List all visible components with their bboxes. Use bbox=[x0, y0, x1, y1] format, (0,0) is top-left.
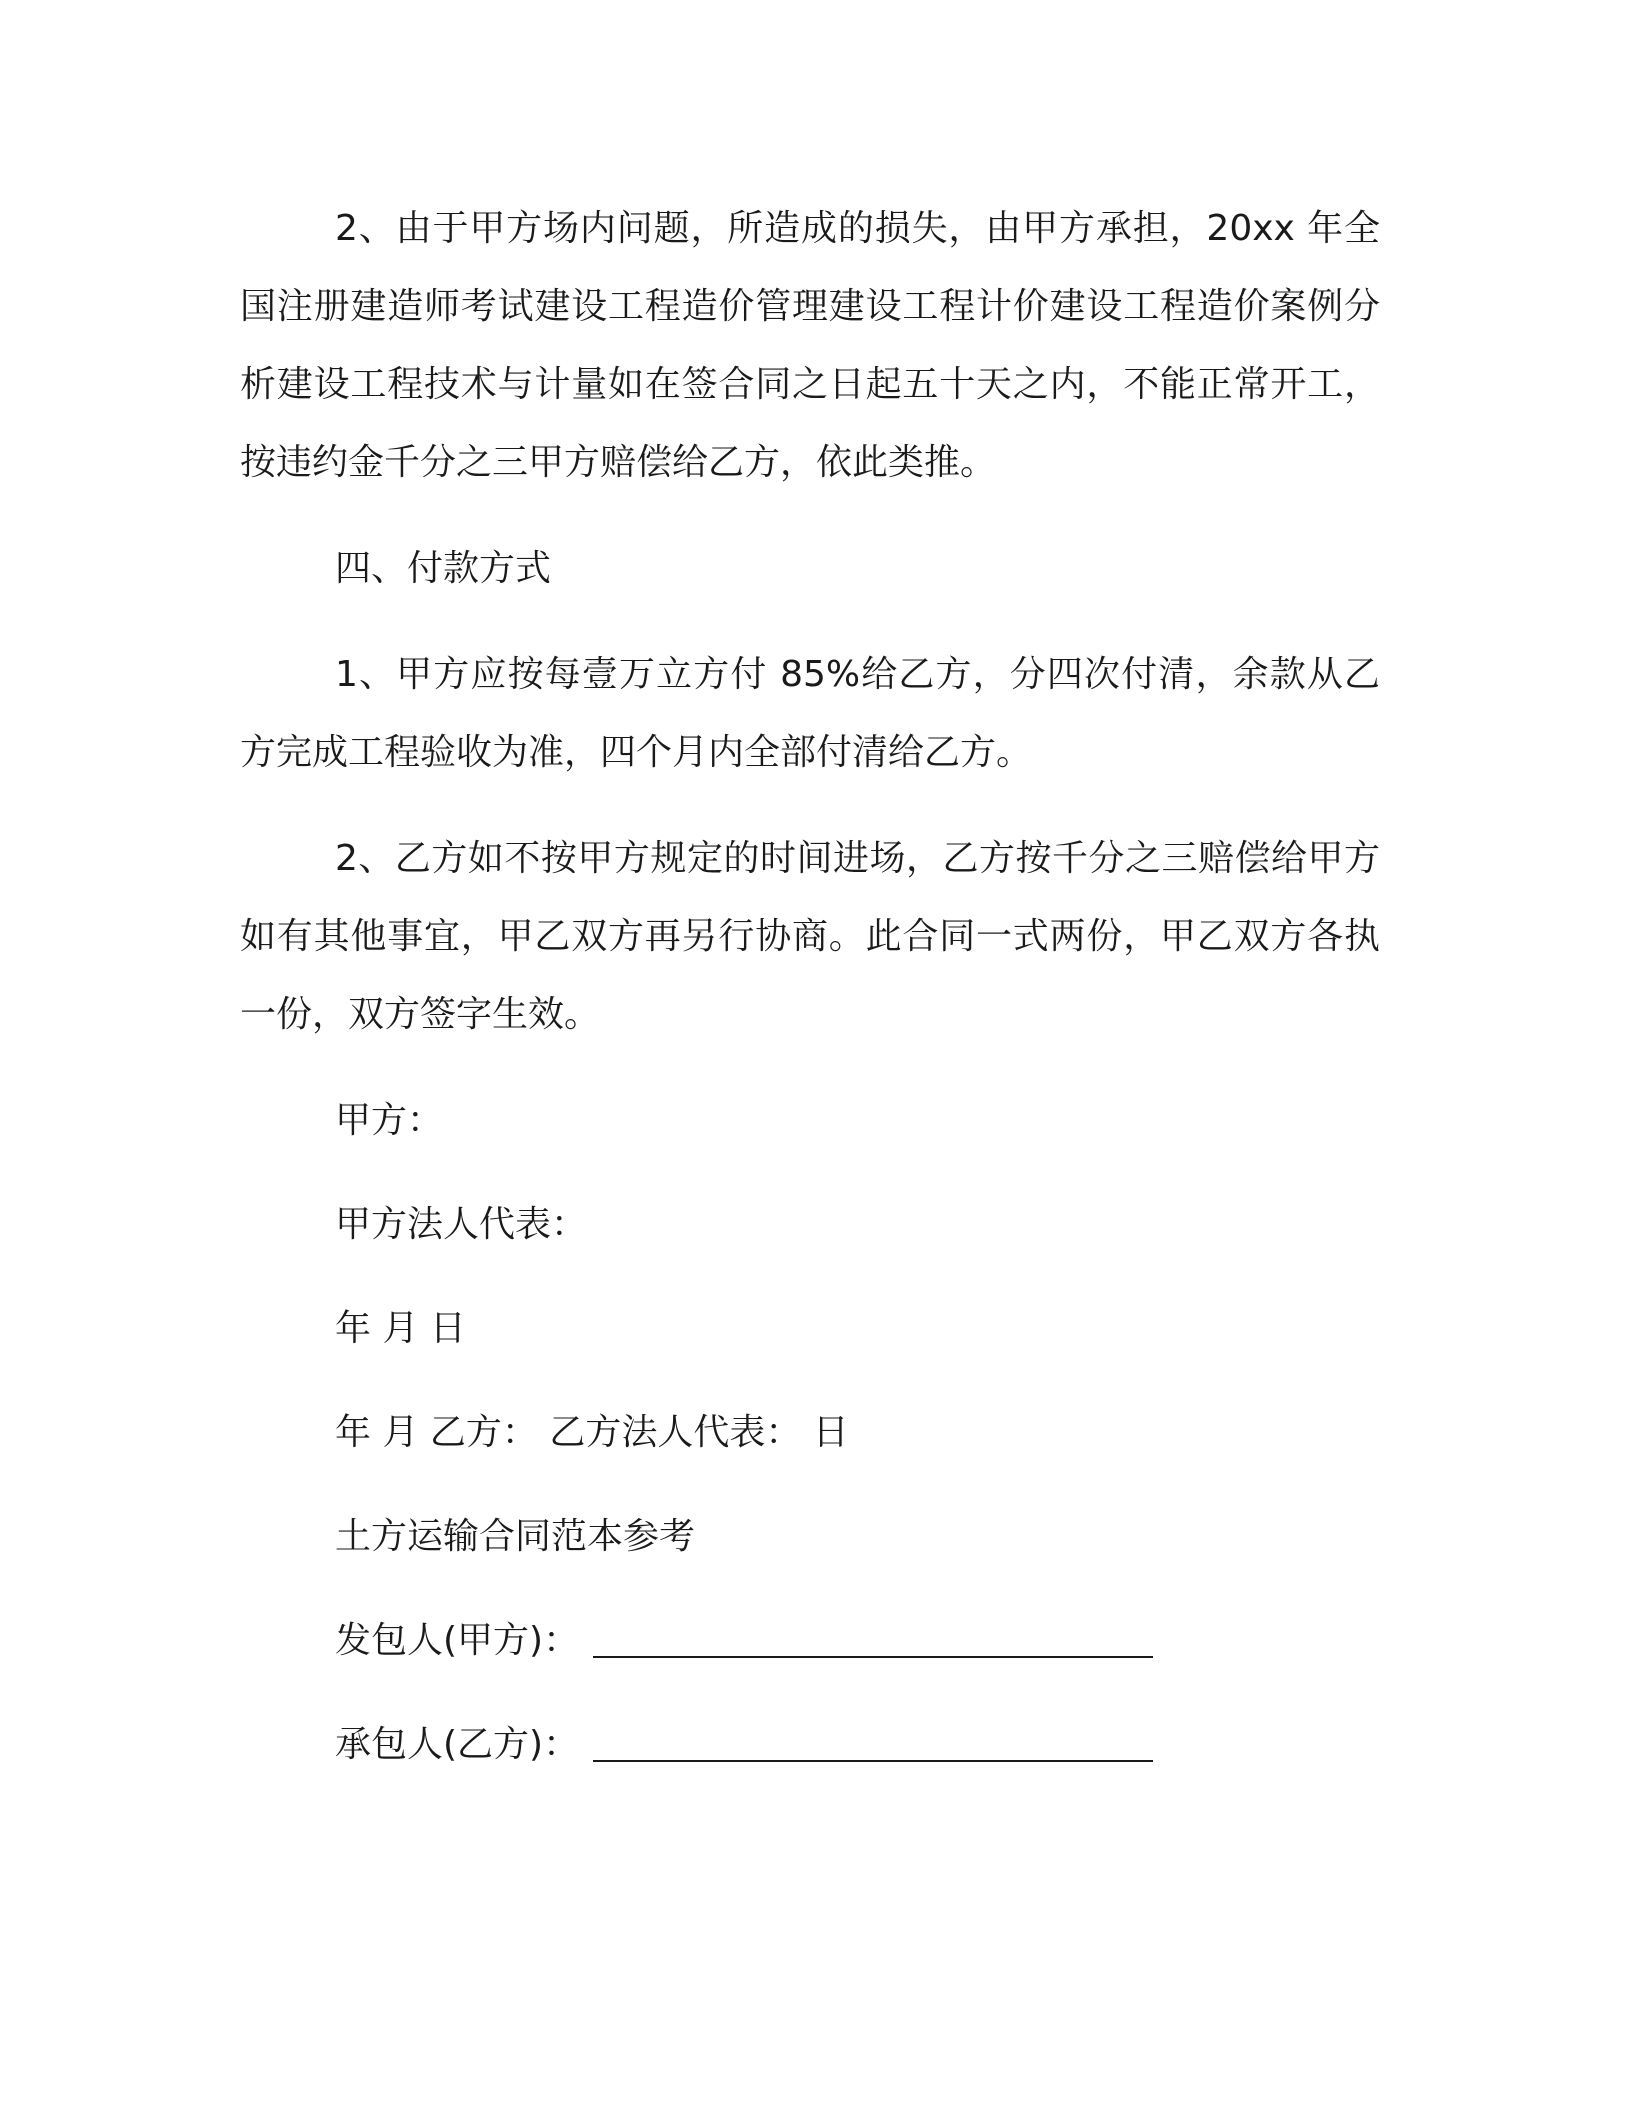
employer-blank-line bbox=[593, 1616, 1153, 1658]
party-b-date-line: 年 月 乙方： 乙方法人代表： 日 bbox=[335, 1412, 849, 1453]
clause-1-payment-terms: 1、甲方应按每壹万立方付 85%给乙方，分四次付清，余款从乙方完成工程验收为准，四个月内全部付清给乙方。 bbox=[240, 654, 1380, 773]
party-a-label: 甲方： bbox=[335, 1100, 444, 1141]
party-a-legal-rep-label: 甲方法人代表： bbox=[335, 1204, 588, 1245]
contractor-label: 承包人(乙方)： bbox=[335, 1724, 580, 1765]
template-title: 土方运输合同范本参考 bbox=[335, 1516, 696, 1557]
clause-2-delay-compensation: 2、由于甲方场内问题，所造成的损失，由甲方承担，20xx 年全国注册建造师考试建设工程造价管理建设工程计价建设工程造价案例分析建设工程技术与计量如在签合同之日起五十天之内，不能正常开工，按违约金千分之三甲方赔偿给乙方，依此类推。 bbox=[240, 208, 1380, 483]
employer-signature-field bbox=[240, 1602, 1380, 1680]
section-heading-payment-method: 四、付款方式 bbox=[335, 548, 552, 589]
contractor-blank-line bbox=[593, 1720, 1153, 1762]
employer-label: 发包人(甲方)： bbox=[335, 1620, 580, 1661]
contractor-signature-field bbox=[240, 1706, 1380, 1784]
document-body bbox=[240, 190, 1380, 1810]
date-line: 年 月 日 bbox=[335, 1308, 466, 1349]
clause-2-late-entry-penalty: 2、乙方如不按甲方规定的时间进场，乙方按千分之三赔偿给甲方如有其他事宜，甲乙双方再另行协商。此合同一式两份，甲乙双方各执一份，双方签字生效。 bbox=[240, 838, 1380, 1035]
